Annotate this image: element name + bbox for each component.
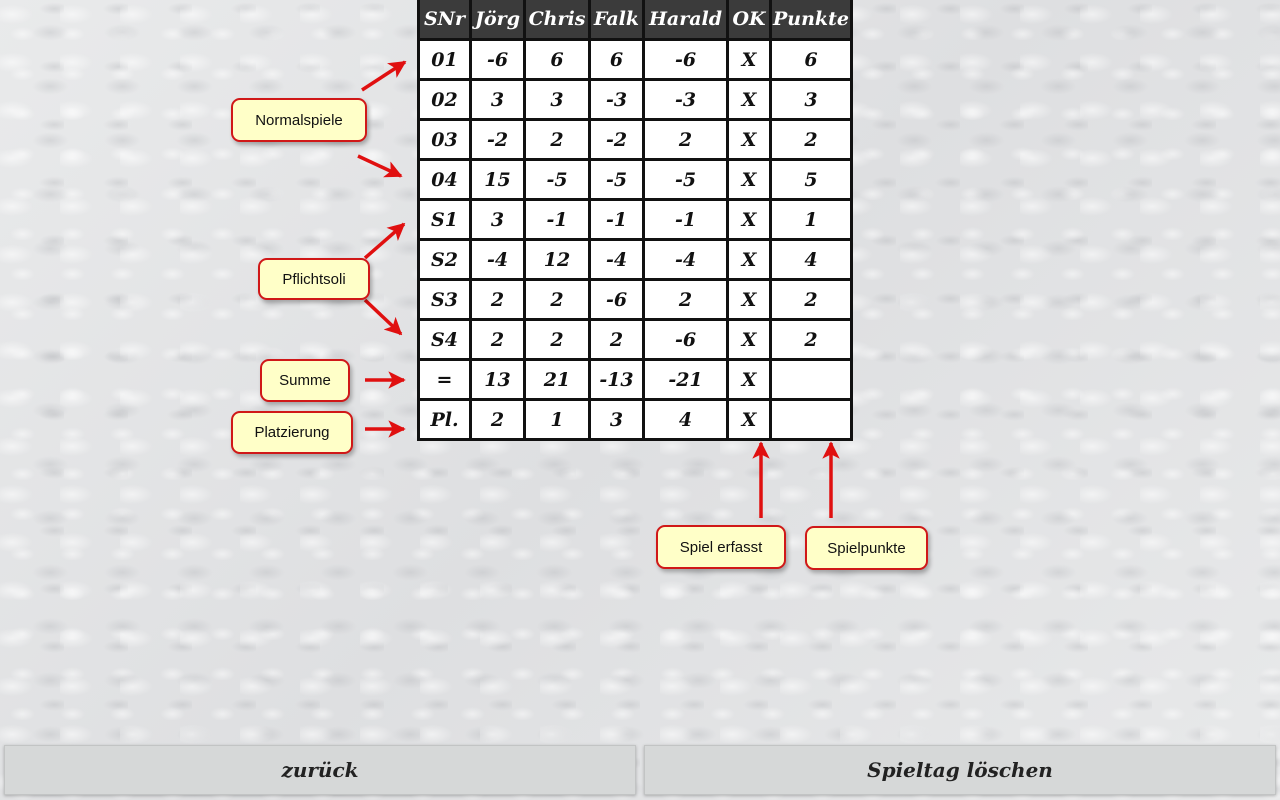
cell-score[interactable]: 2 bbox=[590, 320, 644, 360]
cell-placement: 1 bbox=[525, 400, 590, 440]
cell-score[interactable]: -3 bbox=[644, 80, 728, 120]
cell-score[interactable]: -6 bbox=[590, 280, 644, 320]
cell-ok[interactable]: X bbox=[728, 120, 771, 160]
cell-score[interactable]: 3 bbox=[471, 200, 525, 240]
cell-score[interactable]: -1 bbox=[644, 200, 728, 240]
cell-punkte[interactable]: 3 bbox=[771, 80, 852, 120]
header-chris: Chris bbox=[525, 0, 590, 40]
cell-snr[interactable]: S3 bbox=[419, 280, 471, 320]
cell-ok[interactable]: X bbox=[728, 200, 771, 240]
cell-ok[interactable]: X bbox=[728, 320, 771, 360]
placement-row bbox=[419, 400, 852, 440]
cell-ok[interactable]: X bbox=[728, 80, 771, 120]
header-joerg: Jörg bbox=[471, 0, 525, 40]
cell-ok[interactable]: X bbox=[728, 160, 771, 200]
cell-score[interactable]: 12 bbox=[525, 240, 590, 280]
cell-score[interactable]: -2 bbox=[590, 120, 644, 160]
callout-platzierung: Platzierung bbox=[231, 411, 353, 454]
cell-punkte[interactable]: 6 bbox=[771, 40, 852, 80]
header-falk: Falk bbox=[590, 0, 644, 40]
cell-score[interactable]: -4 bbox=[471, 240, 525, 280]
cell-ok: X bbox=[728, 400, 771, 440]
cell-score[interactable]: 2 bbox=[525, 120, 590, 160]
callout-pflichtsoli: Pflichtsoli bbox=[258, 258, 370, 300]
cell-score[interactable]: -6 bbox=[471, 40, 525, 80]
table-row[interactable] bbox=[419, 200, 852, 240]
cell-punkte bbox=[771, 360, 852, 400]
cell-score[interactable]: -6 bbox=[644, 40, 728, 80]
header-ok: OK bbox=[728, 0, 771, 40]
callout-summe: Summe bbox=[260, 359, 350, 402]
cell-score[interactable]: 2 bbox=[525, 320, 590, 360]
table-row[interactable] bbox=[419, 320, 852, 360]
cell-score[interactable]: 6 bbox=[590, 40, 644, 80]
cell-sum: -13 bbox=[590, 360, 644, 400]
arrow-pflichtsoli-up bbox=[365, 224, 404, 258]
cell-score[interactable]: -5 bbox=[525, 160, 590, 200]
cell-ok[interactable]: X bbox=[728, 280, 771, 320]
cell-punkte[interactable]: 1 bbox=[771, 200, 852, 240]
table-row[interactable] bbox=[419, 280, 852, 320]
sum-row bbox=[419, 360, 852, 400]
cell-score[interactable]: -6 bbox=[644, 320, 728, 360]
cell-punkte[interactable]: 2 bbox=[771, 320, 852, 360]
cell-snr[interactable]: 02 bbox=[419, 80, 471, 120]
cell-score[interactable]: -2 bbox=[471, 120, 525, 160]
cell-snr[interactable]: S2 bbox=[419, 240, 471, 280]
cell-score[interactable]: -5 bbox=[644, 160, 728, 200]
callout-spiel-erfasst: Spiel erfasst bbox=[656, 525, 786, 569]
cell-score[interactable]: 15 bbox=[471, 160, 525, 200]
arrow-normalspiele-up bbox=[362, 62, 405, 90]
cell-ok: X bbox=[728, 360, 771, 400]
arrow-pflichtsoli-down bbox=[365, 300, 401, 334]
table-row[interactable] bbox=[419, 80, 852, 120]
cell-sum: 21 bbox=[525, 360, 590, 400]
cell-score[interactable]: 2 bbox=[525, 280, 590, 320]
cell-snr[interactable]: 04 bbox=[419, 160, 471, 200]
cell-score[interactable]: 2 bbox=[644, 120, 728, 160]
table-row[interactable] bbox=[419, 160, 852, 200]
score-table bbox=[417, 0, 853, 441]
cell-score[interactable]: 2 bbox=[471, 320, 525, 360]
table-header-row bbox=[419, 0, 852, 40]
cell-snr[interactable]: 01 bbox=[419, 40, 471, 80]
cell-placement: 2 bbox=[471, 400, 525, 440]
cell-punkte[interactable]: 5 bbox=[771, 160, 852, 200]
cell-sum: 13 bbox=[471, 360, 525, 400]
cell-snr: Pl. bbox=[419, 400, 471, 440]
cell-placement: 3 bbox=[590, 400, 644, 440]
cell-score[interactable]: -4 bbox=[644, 240, 728, 280]
cell-score[interactable]: -4 bbox=[590, 240, 644, 280]
callout-spielpunkte: Spielpunkte bbox=[805, 526, 928, 570]
cell-punkte[interactable]: 4 bbox=[771, 240, 852, 280]
cell-score[interactable]: 3 bbox=[471, 80, 525, 120]
cell-score[interactable]: -5 bbox=[590, 160, 644, 200]
delete-matchday-button[interactable]: Spieltag löschen bbox=[644, 745, 1276, 795]
cell-snr[interactable]: S1 bbox=[419, 200, 471, 240]
cell-ok[interactable]: X bbox=[728, 240, 771, 280]
cell-snr[interactable]: S4 bbox=[419, 320, 471, 360]
cell-punkte bbox=[771, 400, 852, 440]
table-row[interactable] bbox=[419, 240, 852, 280]
cell-placement: 4 bbox=[644, 400, 728, 440]
back-button[interactable]: zurück bbox=[4, 745, 636, 795]
cell-snr: = bbox=[419, 360, 471, 400]
table-row[interactable] bbox=[419, 40, 852, 80]
cell-score[interactable]: 2 bbox=[644, 280, 728, 320]
table-row[interactable] bbox=[419, 120, 852, 160]
cell-score[interactable]: -3 bbox=[590, 80, 644, 120]
cell-score[interactable]: 3 bbox=[525, 80, 590, 120]
arrow-normalspiele-down bbox=[358, 156, 401, 176]
callout-normalspiele: Normalspiele bbox=[231, 98, 367, 142]
cell-score[interactable]: -1 bbox=[590, 200, 644, 240]
cell-punkte[interactable]: 2 bbox=[771, 280, 852, 320]
cell-score[interactable]: -1 bbox=[525, 200, 590, 240]
header-snr: SNr bbox=[419, 0, 471, 40]
header-harald: Harald bbox=[644, 0, 728, 40]
cell-sum: -21 bbox=[644, 360, 728, 400]
cell-score[interactable]: 2 bbox=[471, 280, 525, 320]
cell-score[interactable]: 6 bbox=[525, 40, 590, 80]
cell-snr[interactable]: 03 bbox=[419, 120, 471, 160]
header-punkte: Punkte bbox=[771, 0, 852, 40]
cell-ok[interactable]: X bbox=[728, 40, 771, 80]
cell-punkte[interactable]: 2 bbox=[771, 120, 852, 160]
